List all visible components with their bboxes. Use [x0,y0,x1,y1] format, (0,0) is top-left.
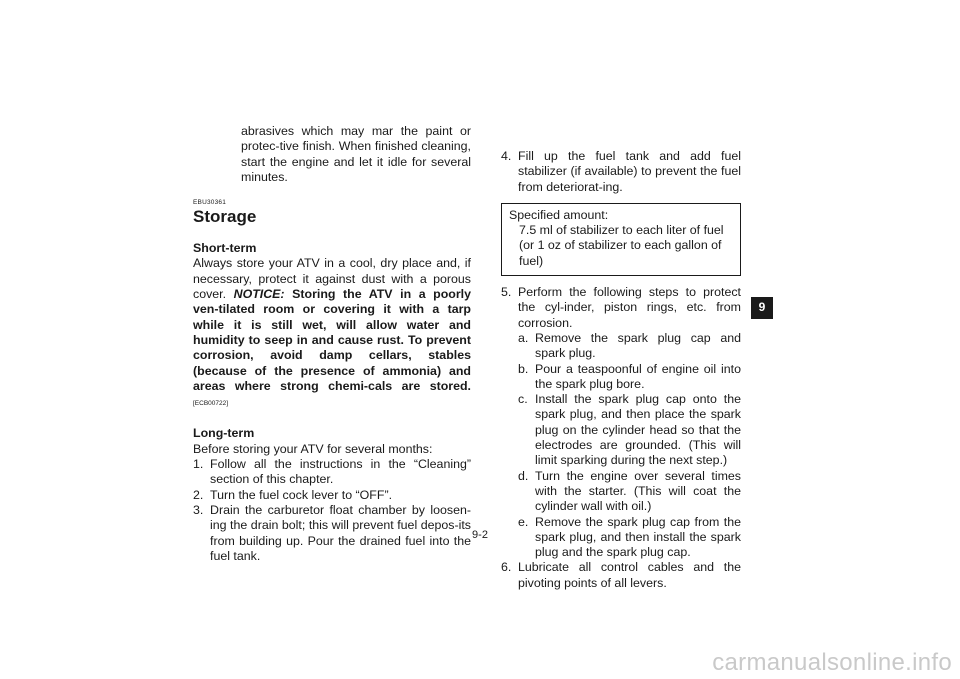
spec-box [501,203,741,276]
long-term-title: Long-term [193,426,255,441]
substep-letter: a. [518,330,529,345]
storage-steps-continued [501,149,741,195]
substep-letter: b. [518,361,529,376]
substep-text: Install the spark plug cap onto the spark plug, and then place the spark plug on the cylinder head so that the electrodes are grounded. (This will limit sparking during the next step.) [535,392,741,468]
section-code: EBU30361 [193,199,227,207]
step-number: 3. [193,502,204,517]
spec-label: Specified amount: [509,207,609,222]
storage-steps-final [501,560,741,591]
list-item [501,362,741,393]
list-item [501,149,741,195]
list-item [193,488,471,503]
step-text: Drain the carburetor float chamber by loosen-ing the drain bolt; this will prevent fuel depos-its from building up. Pour the drained fuel into the fuel tank. [210,502,471,563]
substep-letter: d. [518,468,529,483]
storage-steps-continued-2 [501,285,741,331]
list-item [501,469,741,515]
notice-text: Storing the ATV in a poorly ven-tilated room or covering it with a tarp while it is still wet, will allow water and humidity to seep in and cause rust. To prevent corrosion, avoid damp cellars, stables (because of the presence of ammonia) and areas where strong chemi-cals are stored. [193,287,471,393]
step-text: Lubricate all control cables and the pivoting points of all levers. [518,560,741,590]
list-item [501,331,741,362]
step-number: 6. [501,560,512,575]
long-term-steps [193,457,471,564]
substep-text: Turn the engine over several times with the starter. (This will coat the cylinder wall with oil.) [535,468,741,514]
chapter-tab: 9 [751,297,773,319]
left-column [193,124,471,564]
substep-text: Remove the spark plug cap and spark plug. [535,330,741,361]
list-item [501,285,741,331]
step-text: Follow all the instructions in the “Cleaning” section of this chapter. [210,457,471,487]
list-item [501,392,741,468]
notice-code: [ECB00722] [193,400,229,408]
substep-letter: e. [518,514,529,529]
spec-value: 7.5 ml of stabilizer to each liter of fuel (or 1 oz of stabilizer to each gallon of fuel) [519,223,724,268]
section-heading: Storage [193,207,257,227]
short-term-paragraph [193,256,471,411]
list-item [501,560,741,591]
step-number: 4. [501,149,512,163]
short-term-text: Always store your ATV in a cool, dry place and, if necessary, protect it against dust with a porous cover. [193,256,471,302]
step-text: Fill up the fuel tank and add fuel stabilizer (if available) to prevent the fuel from deteriorat-ing. [518,149,741,194]
substep-text: Pour a teaspoonful of engine oil into the spark plug bore. [535,361,741,391]
short-term-title: Short-term [193,241,257,256]
step-number: 1. [193,457,204,472]
step-number: 5. [501,285,512,300]
substep-text: Remove the spark plug cap from the spark plug, and then install the spark plug and the spark plug cap. [535,514,741,560]
notice-label: NOTICE: [233,287,285,302]
long-term-intro: Before storing your ATV for several months: [193,441,433,456]
page-number: 9-2 [472,529,488,541]
continuation-text: abrasives which may mar the paint or protec-tive finish. When finished cleaning, start the engine and let it idle for several minutes. [241,124,471,184]
step-text: Turn the fuel cock lever to “OFF”. [210,487,393,502]
step-number: 2. [193,487,204,502]
substep-letter: c. [518,392,528,407]
right-column [501,149,741,591]
step-text: Perform the following steps to protect the cyl-inder, piston rings, etc. from corrosion. [518,285,741,330]
substeps [501,331,741,560]
watermark: carmanualsonline.info [712,649,952,676]
list-item [193,457,471,488]
